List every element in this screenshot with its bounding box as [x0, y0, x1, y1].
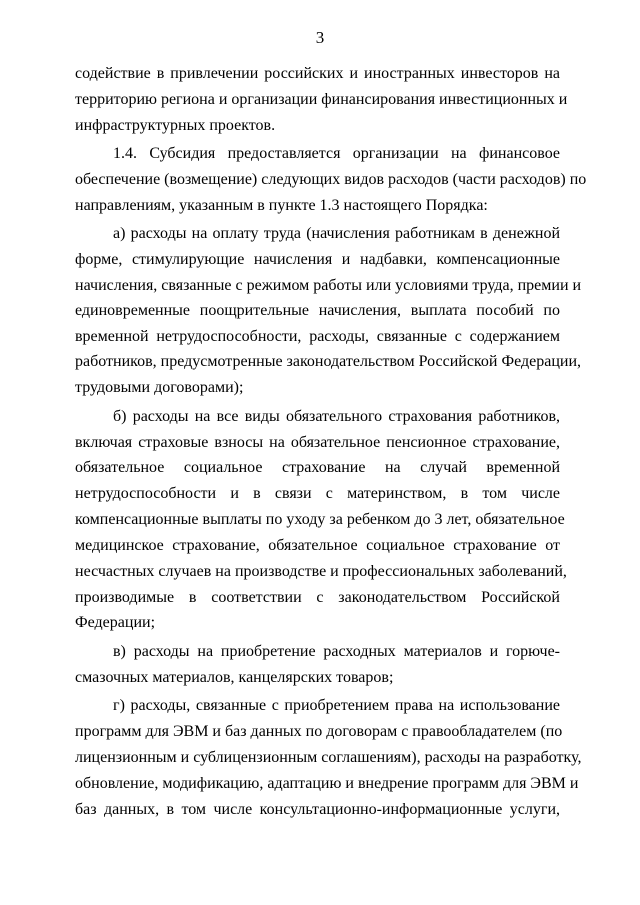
text-line: программ для ЭВМ и баз данных по договорам с правообладателем (по: [75, 723, 563, 740]
text-line: инфраструктурных проектов.: [75, 117, 276, 134]
text-line: 1.4. Субсидия предоставляется организации на финансовое: [113, 145, 560, 162]
text-line: содействие в привлечении российских и иностранных инвесторов на: [75, 65, 560, 82]
text-line: медицинское страхование, обязательное социальное страхование от: [75, 537, 560, 554]
text-line: единовременные поощрительные начисления, выплата пособий по: [75, 302, 560, 319]
text-line: обеспечение (возмещение) следующих видов расходов (части расходов) по: [75, 171, 587, 188]
text-line: форме, стимулирующие начисления и надбавки, компенсационные: [75, 251, 560, 268]
page-number: 3: [315, 28, 325, 47]
text-line: баз данных, в том числе консультационно-информационные услуги,: [75, 801, 560, 818]
text-line: территорию региона и организации финансирования инвестиционных и: [75, 91, 568, 108]
text-line: несчастных случаев на производстве и профессиональных заболеваний,: [75, 563, 567, 580]
text-line: обязательное социальное страхование на случай временной: [75, 459, 560, 476]
text-line: временной нетрудоспособности, расходы, связанные с содержанием: [75, 328, 560, 345]
text-line: начисления, связанные с режимом работы или условиями труда, премии и: [75, 277, 582, 294]
text-line: трудовыми договорами);: [75, 379, 244, 396]
text-line: в) расходы на приобретение расходных материалов и горюче-: [113, 643, 560, 660]
text-line: компенсационные выплаты по уходу за ребенком до 3 лет, обязательное: [75, 511, 565, 528]
text-line: работников, предусмотренные законодательством Российской Федерации,: [75, 353, 581, 370]
text-line: обновление, модификацию, адаптацию и внедрение программ для ЭВМ и: [75, 775, 579, 792]
text-line: смазочных материалов, канцелярских товаров;: [75, 669, 394, 686]
text-line: б) расходы на все виды обязательного страхования работников,: [113, 408, 560, 425]
text-line: Федерации;: [75, 614, 156, 631]
text-line: г) расходы, связанные с приобретением права на использование: [113, 697, 560, 714]
text-line: производимые в соответствии с законодательством Российской: [75, 589, 560, 606]
text-line: включая страховые взносы на обязательное пенсионное страхование,: [75, 434, 560, 451]
text-line: направлениям, указанным в пункте 1.3 настоящего Порядка:: [75, 197, 488, 214]
text-line: лицензионным и сублицензионным соглашениям), расходы на разработку,: [75, 749, 582, 766]
text-line: а) расходы на оплату труда (начисления работникам в денежной: [113, 225, 560, 242]
text-line: нетрудоспособности и в связи с материнством, в том числе: [75, 485, 560, 502]
